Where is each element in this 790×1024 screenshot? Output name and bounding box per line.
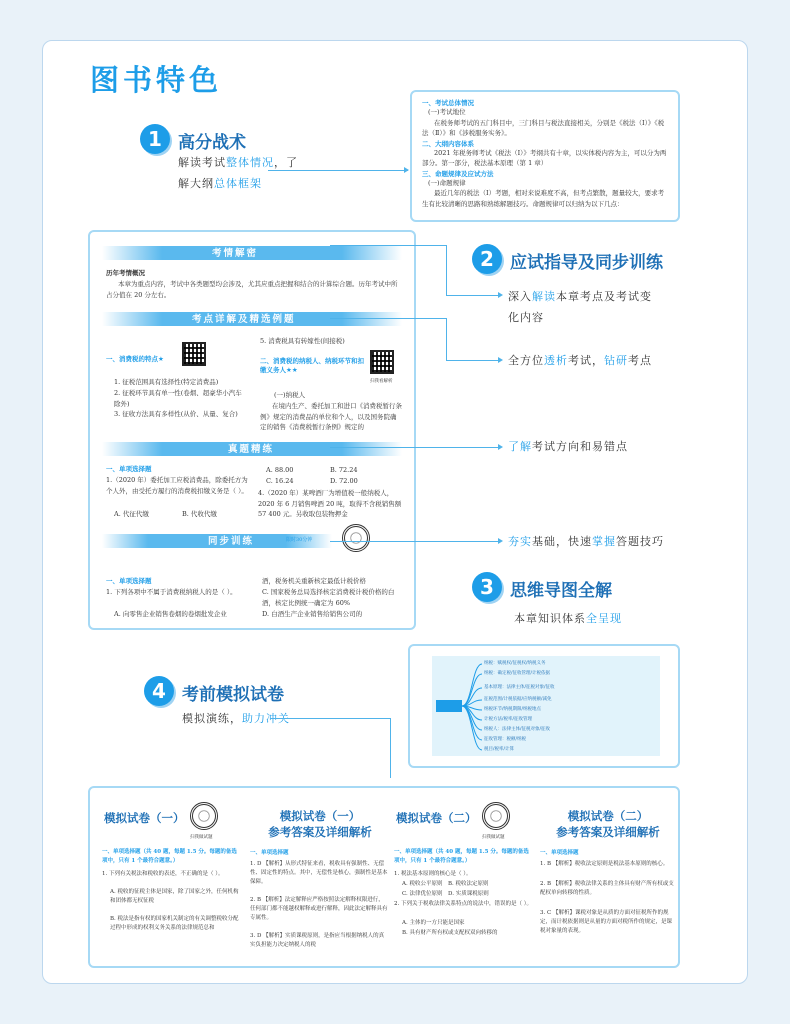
feature-2-title: 应试指导及同步训练	[510, 253, 663, 273]
right-sub: (一)纳税人	[274, 391, 306, 399]
mindmap-panel	[408, 644, 680, 768]
left-item: 1. 征税范围具有选择性(特定消费品)	[114, 378, 219, 386]
exam-2-item: 2. 下列关于税收法律关系特点的说法中，错误的是（ ）。	[394, 901, 532, 907]
connector	[330, 245, 446, 246]
connector-arrow	[498, 538, 503, 544]
connector	[446, 318, 447, 360]
left-item: 3. 征收方法具有多样性(从价、从量、复合)	[114, 410, 238, 418]
feature-1-badge: 1	[140, 124, 170, 154]
seal-caption: 扫我做试题	[190, 835, 213, 840]
feature-3-badge: 3	[472, 572, 502, 602]
exam-1-answer: 1. D 【解析】从形式特征来看，税收具有强制性、无偿性、固定性的特点。其中，无偿性是核心，强制性是基本保障。	[250, 861, 388, 885]
exam-1-answers-head: 一、单项选择题	[250, 850, 289, 856]
exam-2-answers-head: 一、单项选择题	[540, 850, 579, 856]
exam-1-item: 1. 下列有关税法和税收的表述，不正确的是（ ）。	[102, 871, 224, 877]
exam-2-item: A. 主体的一方只能是国家	[402, 920, 465, 926]
mindmap-node: 征收管理：税额/纳税	[484, 737, 527, 742]
guide-note-4: 夯实基础，快速掌握答题技巧	[508, 535, 664, 548]
exam-1-answer: 3. D 【解析】实质课税原则，是指应当根据纳税人的真实负担能力决定纳税人的税	[250, 933, 385, 948]
connector	[330, 447, 500, 448]
mindmap-node: 税目/税率/计算	[484, 747, 515, 752]
right-head: 二、消费税的纳税人、纳税环节和扣缴义务人★★	[260, 357, 364, 374]
right-top: 5. 消费税具有转嫁性(间接税)	[260, 337, 345, 345]
exam-2-head: 一、单项选择题（共 40 题，每题 1.5 分。每题的备选项中，只有 1 个最符合题意。）	[394, 849, 529, 864]
outline-h3-sub: (一)命题规律	[428, 178, 466, 187]
connector	[446, 295, 500, 296]
feature-2-badge: 2	[472, 244, 502, 274]
outline-h1-text: 在税务师考试的五门科目中，三门科目与税法直接相关，分别是《税法（Ⅰ）》《税法（Ⅱ）》和《涉税服务实务》。	[422, 118, 665, 137]
section-banner-sync-training: 同步训练	[102, 534, 332, 548]
seal-caption: 扫我做试题	[482, 835, 505, 840]
question-1-option-a: A. 代征代缴	[114, 510, 149, 518]
outline-h3: 三、命题规律及应试方法	[422, 169, 494, 178]
exam-2-title: 模拟试卷（二）	[396, 811, 477, 825]
mindmap-node: 纳税环节/纳税期限/纳税地点	[484, 707, 542, 712]
section-banner-key-points: 考点详解及精选例题	[102, 312, 402, 326]
feature-3-title: 思维导图全解	[510, 581, 612, 601]
connector-arrow	[498, 444, 503, 450]
feature-1-title: 高分战术	[178, 133, 246, 153]
section-banner-tag: 限时30分钟	[286, 537, 313, 543]
qr-code[interactable]	[370, 350, 394, 374]
feature-4-badge: 4	[144, 676, 174, 706]
exam-1-answers-title: 模拟试卷（一） 参考答案及详细解析	[268, 809, 372, 839]
seal-icon	[190, 802, 218, 830]
history-head: 历年考情概况	[106, 269, 145, 277]
outline-h1-sub: (一)考试地位	[428, 108, 466, 116]
feature-3-desc: 本章知识体系全呈现	[514, 612, 622, 625]
mindmap-node: 征税范围/计税依据/应纳税额/减免	[484, 697, 552, 702]
connector-arrow	[404, 167, 409, 173]
right-text: 在境内生产、委托加工和进口《消费税暂行条例》规定的消费品的单位和个人，以及国务院确定的销售《消费税暂行条例》规定的	[260, 402, 402, 431]
exam-1-title: 模拟试卷（一）	[104, 811, 185, 825]
outline-h3-text: 最近几年的税法（Ⅰ）考题，相对来说难度不高，但考点繁散，题量较大，要求考生有比较清晰的思路和熟练解题技巧。命题规律可以归纳为以下几点：	[422, 189, 665, 208]
connector-arrow	[498, 292, 503, 298]
section-banner-past-exams: 真题精练	[102, 442, 402, 456]
feature-4-desc: 模拟演练，助力冲关	[182, 712, 290, 725]
exam-1-item: A. 税收的征税主体是国家，除了国家之外，任何机构和团体都无权征税	[110, 889, 239, 904]
practice-right-2: C. 国家税务总局选择核定消费税计税价格的白酒，核定比例统一确定为 60%	[262, 588, 395, 607]
connector	[270, 718, 390, 719]
section-banner-exam-analysis: 考情解密	[102, 246, 402, 260]
mindmap-node: 纳税：赋税权/征税权/纳税义务	[484, 661, 546, 666]
mindmap-node: 纳税人：法律主体/征税对象/征收	[484, 727, 551, 732]
question-1-option-b: B. 代收代缴	[182, 510, 217, 518]
mindmap-node: 基本原理：法律主体/征税对象/征收	[484, 685, 555, 690]
qr-code[interactable]	[182, 342, 206, 366]
guide-note-2: 全方位透析考试，钻研考点	[508, 354, 652, 367]
outline-h2-text: 2021 年税务师考试《税法（Ⅰ）》考纲共有十章，以实体税内容为主，可以分为两部分。第一部分，税法基本原理（第 1 章）	[422, 148, 667, 167]
practice-1-option-a: A. 向零售企业销售卷烟的卷烟批发企业	[114, 610, 227, 618]
exam-1-answer: 2. B 【解析】法定解释应严格按照法定解释权限进行，任何部门都不能越权解释或进行解释，因此法定解释具有专属性。	[250, 897, 388, 921]
exam-2-answers-title: 模拟试卷（二） 参考答案及详细解析	[556, 809, 660, 839]
practice-head: 一、单项选择题	[106, 577, 152, 585]
exams-panel	[88, 786, 680, 968]
outline-h1: 一、考试总体情况	[422, 99, 474, 107]
left-item: 2. 征税环节具有单一性(卷烟、超豪华小汽车除外)	[114, 389, 242, 408]
practice-1: 1. 下列各项中不属于消费税纳税人的是（ ）。	[106, 588, 237, 596]
left-head: 一、消费税的特点★	[106, 355, 164, 363]
exam-2-item: B. 具有财产所有权或支配权双向转移的	[402, 930, 498, 936]
mindmap-node: 纳税：确定税/征收管理/计税依据	[484, 671, 551, 676]
connector	[390, 718, 391, 778]
connector	[268, 170, 408, 171]
guide-note-1: 深入解读本章考点及考试变化内容	[508, 290, 652, 324]
answer-option: C. 16.24	[266, 477, 294, 485]
outline-h2: 二、大纲内容体系	[422, 139, 474, 148]
connector	[330, 318, 446, 319]
exam-2-item: A. 税收公平原则 B. 税收法定原则	[402, 881, 489, 887]
answer-option: D. 72.00	[330, 477, 358, 485]
question-head: 一、单项选择题	[106, 465, 152, 473]
mindmap-node: 计税方法/税率/征收管理	[484, 717, 533, 722]
connector-arrow	[498, 357, 503, 363]
question-4: 4.（2020 年）某啤酒厂为增值税一般纳税人，2020 年 6 月销售啤酒 20 吨，取得不含税销售额 57 400 元。另收取包装物押金	[258, 489, 402, 518]
connector	[330, 541, 500, 542]
practice-right-3: D. 白酒生产企业销售给销售公司的	[262, 610, 363, 618]
exam-2-answer: 3. C 【解析】课税对象是从质的方面对征税所作的规定，而计税依据则是从量的方面对税所作的规定，是课税对象量的表现。	[540, 910, 673, 934]
connector	[446, 360, 500, 361]
exam-2-item: 1. 税法基本原则的核心是（ ）。	[394, 871, 472, 877]
history-text: 本章为重点内容，考试中各类题型均会涉及，尤其应重点把握和结合的计算综合题。历年考试中所占分值在 20 分左右。	[106, 280, 398, 299]
guide-note-3: 了解考试方向和易错点	[508, 440, 628, 453]
exam-2-item: C. 法律优位原则 D. 实质课税原则	[402, 891, 489, 897]
seal-icon	[342, 524, 370, 552]
page-title: 图书特色	[90, 63, 223, 97]
connector	[446, 245, 447, 295]
seal-icon	[482, 802, 510, 830]
exam-2-answer: 2. B 【解析】税收法律关系的主体具有财产所有权或支配权单向转移的性质。	[540, 881, 674, 896]
qr-caption: 扫我看解析	[370, 379, 393, 384]
exam-2-answer: 1. B 【解析】税收法定原则是税法基本原则的核心。	[540, 861, 669, 867]
practice-right-1: 酒，税务机关重新核定最低计税价格	[262, 577, 366, 585]
feature-4-title: 考前模拟试卷	[182, 685, 284, 705]
question-1: 1.（2020 年）委托加工应税消费品，除委托方为个人外，由受托方履行的消费税扣缴义务是（ ）。	[106, 476, 248, 495]
guide-panel	[88, 230, 416, 630]
answer-option: A. 88.00	[266, 466, 294, 474]
exam-1-head: 一、单项选择题（共 40 题，每题 1.5 分。每题的备选项中，只有 1 个最符合题意。）	[102, 849, 237, 864]
answer-option: B. 72.24	[330, 466, 358, 474]
exam-1-item: B. 税法是指有权的国家机关制定的有关调整税收分配过程中形成的权利义务关系的法律规范总和	[110, 916, 239, 931]
feature-1-desc: 解读考试整体情况，了解大纲总体框架	[178, 156, 298, 190]
outline-panel	[410, 90, 680, 222]
